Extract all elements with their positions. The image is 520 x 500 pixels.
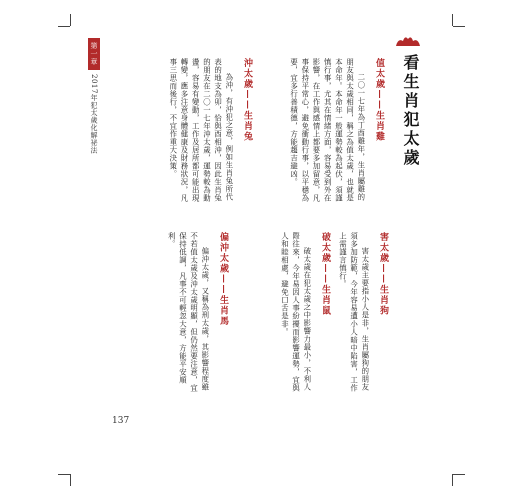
section-body: 偏沖太歲，又稱為刑太歲，其影響程度雖不若值太歲及沖太歲明顯，但仍然要注意，宜保持低調，凡事不可輕忽大意，方能平安順利。: [167, 232, 210, 392]
running-head: [86, 38, 102, 154]
section-hai-taisui: [340, 232, 388, 392]
section-heading: 值太歲——生肖雞: [374, 58, 384, 142]
section-heading: 偏沖太歲——生肖馬: [218, 232, 228, 327]
section-heading: 破太歲——生肖鼠: [320, 232, 330, 316]
section-body: 二〇一七年為丁酉雞年，生肖屬雞的朋友與太歲相同，稱之為值太歲，也就是本命年。本命年一般運勢較為起伏，須謹慎行事，尤其在情緒方面，容易受到外在影響，在工作與感情上都要多加留意，凡事保持平常心，避免衝動行事，以平穩為要，宜多行善積德，方能趨吉避凶。: [289, 58, 366, 202]
crop-mark: [58, 474, 70, 475]
crop-mark: [58, 26, 70, 27]
section-heading: 害太歲——生肖狗: [378, 232, 388, 316]
chapter-badge: 第一章: [88, 38, 100, 70]
crop-mark: [452, 474, 453, 486]
section-pianchong-taisui: [128, 232, 228, 392]
crop-mark: [453, 26, 465, 27]
section-body: 為沖，有沖犯之意，例如生肖兔所代表的地支為卯，恰與酉相沖，因此生肖兔的朋友在二〇一七年沖太歲，運勢較為動盪，容易有變動，工作及居所都可能出現轉變，應多注意身體健康及財務狀況，凡事三思而後行，不宜作重大決策。: [168, 58, 234, 202]
book-title: 2017年犯太歲化解祕法: [90, 74, 98, 154]
crop-mark: [452, 14, 453, 26]
crop-mark: [70, 14, 71, 26]
page-number: 137: [112, 416, 130, 426]
crop-mark: [70, 474, 71, 486]
section-po-taisui: [238, 232, 330, 392]
section-zhi-taisui: [260, 58, 384, 208]
section-chong-taisui: [130, 58, 252, 208]
main-title: 看生肖犯太歲: [401, 54, 420, 168]
section-body: 破太歲在犯太歲之中影響力最小，不利人際往來，今年易因人事紛擾而影響運勢，宜與人和睦相處，避免口舌是非。: [280, 232, 312, 392]
section-heading: 沖太歲——生肖兔: [242, 58, 252, 142]
section-body: 害太歲主要指小人是非，生肖屬狗的朋友須多加防範，今年容易遭小人暗中陷害，工作上需謹言慎行。: [338, 232, 370, 392]
cloud-ornament-icon: [394, 34, 422, 48]
crop-mark: [453, 474, 465, 475]
